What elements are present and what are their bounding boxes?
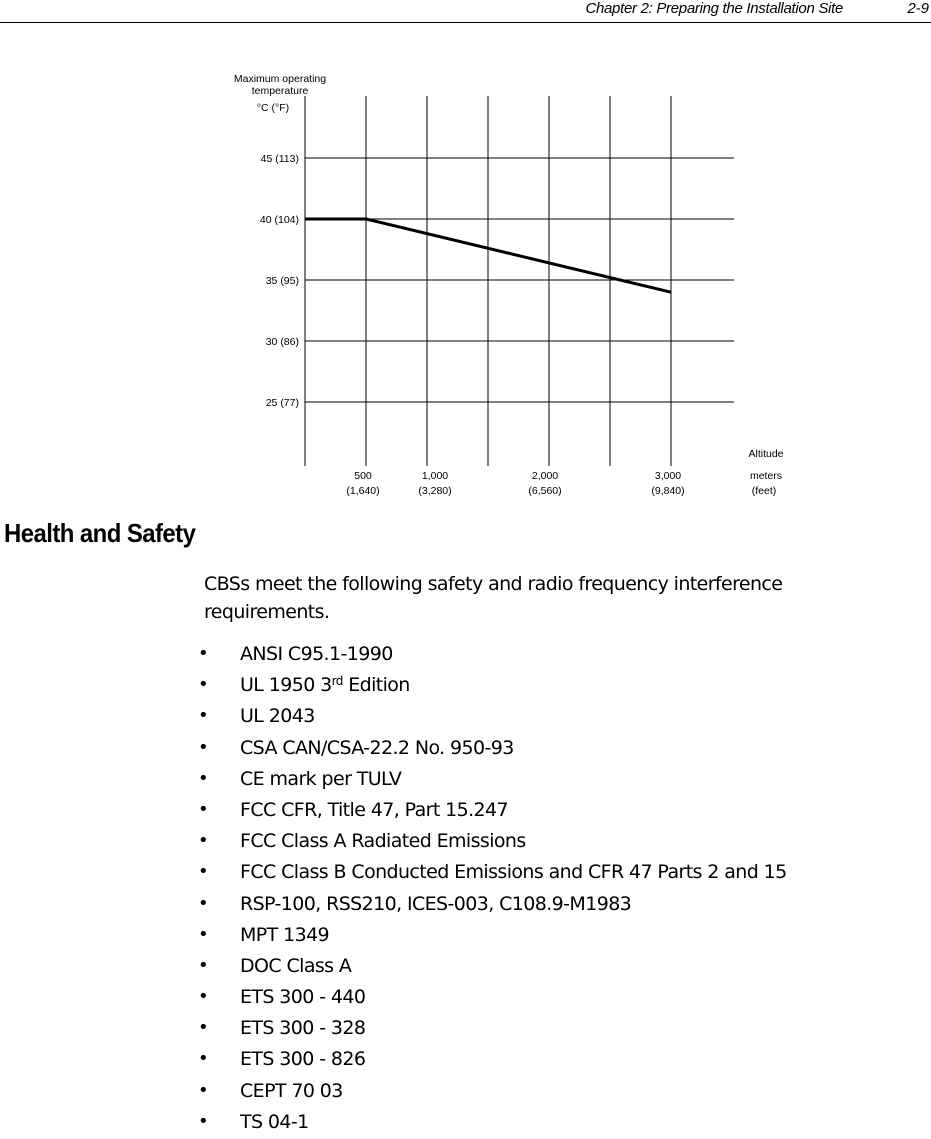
bullet-icon: •: [198, 923, 209, 945]
requirement-text: CSA CAN/CSA-22.2 No. 950-93: [240, 736, 514, 759]
x-tick-label-meters: 1,000: [421, 470, 449, 482]
bullet-icon: •: [198, 798, 209, 820]
requirement-text: CEPT 70 03: [240, 1079, 343, 1102]
x-tick-label-meters: 2,000: [531, 470, 559, 482]
bullet-icon: •: [198, 954, 209, 976]
bullet-icon: •: [198, 986, 209, 1008]
bullet-icon: •: [198, 830, 209, 852]
x-tick-label-meters: 3,000: [654, 470, 682, 482]
y-tick-label: 45 (113): [260, 153, 299, 165]
bullet-icon: •: [198, 1110, 209, 1132]
requirement-text: ANSI C95.1-1990: [240, 643, 393, 665]
bullet-icon: •: [198, 1017, 209, 1039]
requirement-text: CE mark per TULV: [240, 767, 402, 790]
bullet-icon: •: [198, 767, 209, 789]
x-tick-label-feet: (9,840): [651, 485, 685, 497]
section-heading: Health and Safety: [4, 518, 196, 548]
requirement-text: RSP-100, RSS210, ICES-003, C108.9-M1983: [240, 892, 632, 915]
requirement-text: DOC Class A: [240, 954, 352, 977]
y-axis-title: temperature: [251, 85, 309, 97]
bullet-icon: •: [198, 1048, 209, 1070]
x-axis-unit-feet: (feet): [751, 485, 777, 497]
y-tick-label: 35 (95): [265, 275, 299, 287]
y-axis-unit: °C (°F): [256, 102, 290, 114]
requirement-text: ETS 300 - 440: [240, 986, 366, 1009]
requirement-text: ETS 300 - 328: [240, 1017, 366, 1040]
bullet-icon: •: [198, 892, 209, 914]
y-tick-label: 30 (86): [265, 336, 299, 348]
requirement-text: ETS 300 - 826: [240, 1048, 366, 1071]
y-tick-label: 25 (77): [265, 397, 299, 409]
bullet-icon: •: [198, 705, 209, 727]
requirement-text: FCC CFR, Title 47, Part 15.247: [240, 798, 509, 821]
y-axis-title: Maximum operating: [233, 73, 327, 85]
temperature-altitude-chart: [0, 0, 931, 510]
x-axis-unit-meters: meters: [749, 470, 783, 482]
requirement-text: FCC Class B Conducted Emissions and CFR 47 Parts 2 and 15: [240, 861, 787, 884]
requirement-text: UL 1950 3rd Edition: [240, 674, 410, 697]
bullet-icon: •: [198, 1079, 209, 1101]
x-tick-label-meters: 500: [354, 470, 372, 482]
x-axis-title: Altitude: [748, 448, 784, 460]
bullet-icon: •: [198, 861, 209, 883]
page-number: 2-9: [907, 0, 929, 17]
requirement-text: TS 04-1: [240, 1110, 309, 1133]
section-intro: CBSs meet the following safety and radio frequency interference requirements.: [204, 573, 783, 623]
bullet-icon: •: [198, 643, 209, 664]
x-tick-label-feet: (3,280): [418, 485, 452, 497]
x-tick-label-feet: (6,560): [528, 485, 562, 497]
y-tick-label: 40 (104): [259, 214, 299, 226]
requirement-text: MPT 1349: [240, 923, 330, 946]
x-tick-label-feet: (1,640): [346, 485, 380, 497]
chapter-title: Chapter 2: Preparing the Installation Site: [585, 0, 843, 17]
bullet-icon: •: [198, 736, 209, 758]
bullet-icon: •: [198, 674, 209, 696]
requirement-text: UL 2043: [240, 705, 315, 728]
requirement-text: FCC Class A Radiated Emissions: [240, 830, 526, 853]
superscript: rd: [331, 674, 343, 689]
